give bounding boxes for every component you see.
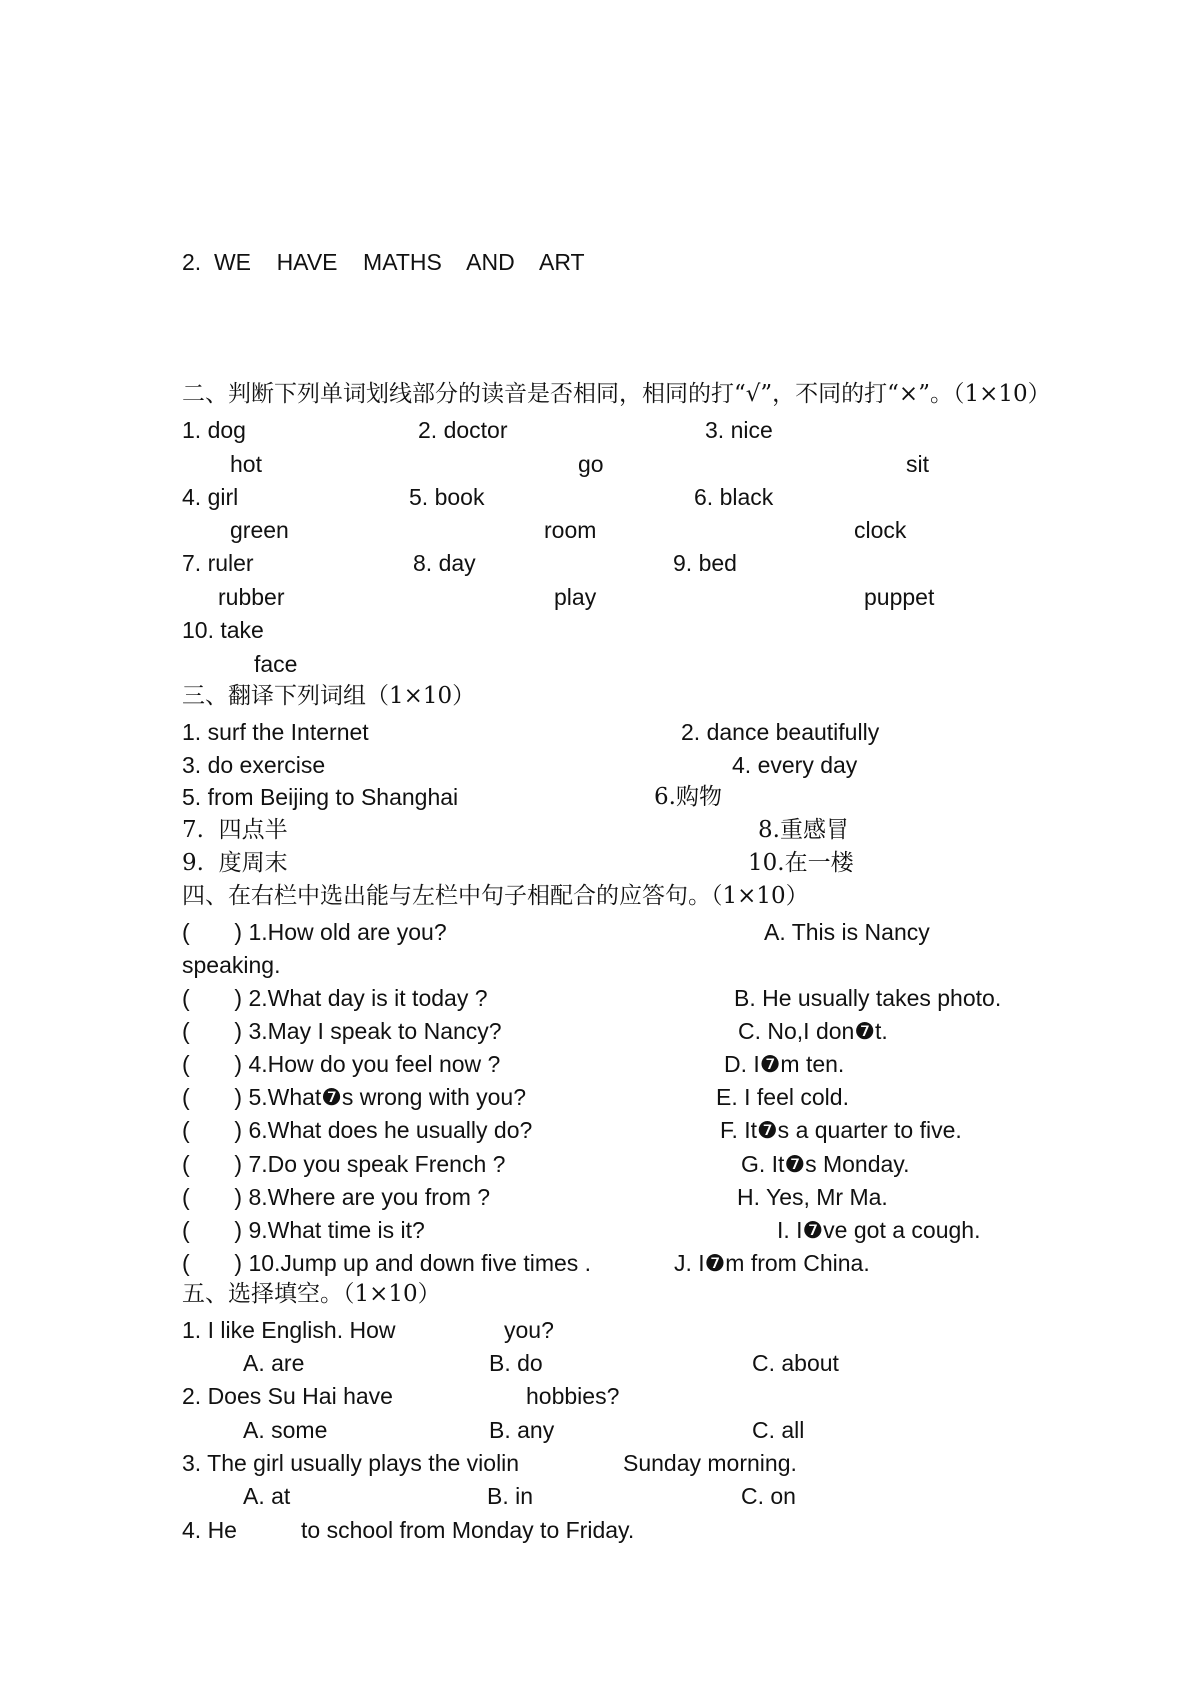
- s3-item-7: 7. 四点半: [182, 817, 288, 843]
- s5-question-4-end: to school from Monday to Friday.: [301, 1517, 635, 1543]
- heading-line: 2. WE HAVE MATHS AND ART: [182, 249, 585, 275]
- s4-answer-H: H. Yes, Mr Ma.: [737, 1184, 888, 1210]
- s2-item-9: 9. bed: [673, 550, 737, 576]
- s4-question-10: ( ) 10.Jump up and down five times .: [182, 1250, 592, 1276]
- s2-item-4: 4. girl: [182, 484, 239, 510]
- s4-answer-D: D. I❼m ten.: [724, 1051, 845, 1077]
- s5-question-2: 2. Does Su Hai have: [182, 1383, 393, 1409]
- s2-word-sit: sit: [906, 451, 929, 477]
- s4-question-1: ( ) 1.How old are you?: [182, 919, 447, 945]
- s5-question-3: 3. The girl usually plays the violin: [182, 1450, 520, 1476]
- s5-question-2-end: hobbies?: [526, 1383, 620, 1409]
- s4-question-9: ( ) 9.What time is it?: [182, 1217, 425, 1243]
- s5-q3-option-c: C. on: [741, 1483, 796, 1509]
- s2-item-10: 10. take: [182, 617, 264, 643]
- s2-item-5: 5. book: [409, 484, 485, 510]
- s5-q2-option-a: A. some: [243, 1417, 328, 1443]
- s4-answer-A-wrap: speaking.: [182, 952, 281, 978]
- s5-question-4: 4. He: [182, 1517, 237, 1543]
- s4-answer-C: C. No,I don❼t.: [738, 1018, 888, 1044]
- s5-q1-option-b: B. do: [489, 1350, 543, 1376]
- s4-question-7: ( ) 7.Do you speak French ?: [182, 1151, 506, 1177]
- s2-word-face: face: [254, 651, 298, 677]
- s4-answer-E: E. I feel cold.: [716, 1084, 849, 1110]
- s4-answer-B: B. He usually takes photo.: [734, 985, 1002, 1011]
- section2-title: 二、判断下列单词划线部分的读音是否相同，相同的打“√”，不同的打“×”。（1×10）: [182, 381, 1051, 407]
- section4-title: 四、在右栏中选出能与左栏中句子相配合的应答句。（1×10）: [182, 883, 809, 909]
- s2-word-puppet: puppet: [864, 584, 935, 610]
- s2-item-1: 1. dog: [182, 417, 246, 443]
- s3-item-10: 10.在一楼: [748, 850, 854, 876]
- s5-question-3-end: Sunday morning.: [623, 1450, 797, 1476]
- s2-word-rubber: rubber: [218, 584, 285, 610]
- s5-q1-option-c: C. about: [752, 1350, 839, 1376]
- s2-item-3: 3. nice: [705, 417, 773, 443]
- s2-word-green: green: [230, 517, 289, 543]
- s3-item-8: 8.重感冒: [758, 817, 849, 843]
- s3-item-9: 9. 度周末: [182, 850, 288, 876]
- s5-q2-option-c: C. all: [752, 1417, 805, 1443]
- s5-q3-option-b: B. in: [487, 1483, 534, 1509]
- s4-question-3: ( ) 3.May I speak to Nancy?: [182, 1018, 502, 1044]
- s3-item-6: 6.购物: [654, 784, 722, 810]
- s5-question-1-end: you?: [504, 1317, 554, 1343]
- s2-word-go: go: [578, 451, 604, 477]
- s5-question-1: 1. I like English. How: [182, 1317, 396, 1343]
- s3-item-1: 1. surf the Internet: [182, 719, 369, 745]
- s2-word-hot: hot: [230, 451, 262, 477]
- s4-answer-A: A. This is Nancy: [764, 919, 930, 945]
- s2-item-2: 2. doctor: [418, 417, 508, 443]
- s2-word-room: room: [544, 517, 597, 543]
- s3-item-3: 3. do exercise: [182, 752, 326, 778]
- s4-answer-F: F. It❼s a quarter to five.: [720, 1117, 962, 1143]
- s2-item-7: 7. ruler: [182, 550, 254, 576]
- s4-answer-G: G. It❼s Monday.: [741, 1151, 910, 1177]
- s5-q1-option-a: A. are: [243, 1350, 305, 1376]
- s5-q3-option-a: A. at: [243, 1483, 291, 1509]
- s4-question-4: ( ) 4.How do you feel now ?: [182, 1051, 501, 1077]
- s4-question-5: ( ) 5.What❼s wrong with you?: [182, 1084, 527, 1110]
- s2-word-clock: clock: [854, 517, 907, 543]
- s4-question-6: ( ) 6.What does he usually do?: [182, 1117, 533, 1143]
- s4-answer-I: I. I❼ve got a cough.: [777, 1217, 981, 1243]
- s5-q2-option-b: B. any: [489, 1417, 555, 1443]
- s2-item-8: 8. day: [413, 550, 476, 576]
- s4-question-2: ( ) 2.What day is it today ?: [182, 985, 488, 1011]
- section5-title: 五、选择填空。（1×10）: [182, 1281, 441, 1307]
- section3-title: 三、翻译下列词组（1×10）: [182, 683, 476, 709]
- s2-item-6: 6. black: [694, 484, 774, 510]
- s3-item-2: 2. dance beautifully: [681, 719, 880, 745]
- s2-word-play: play: [554, 584, 597, 610]
- s4-question-8: ( ) 8.Where are you from ?: [182, 1184, 491, 1210]
- s3-item-4: 4. every day: [732, 752, 858, 778]
- s3-item-5: 5. from Beijing to Shanghai: [182, 784, 459, 810]
- s4-answer-J: J. I❼m from China.: [674, 1250, 870, 1276]
